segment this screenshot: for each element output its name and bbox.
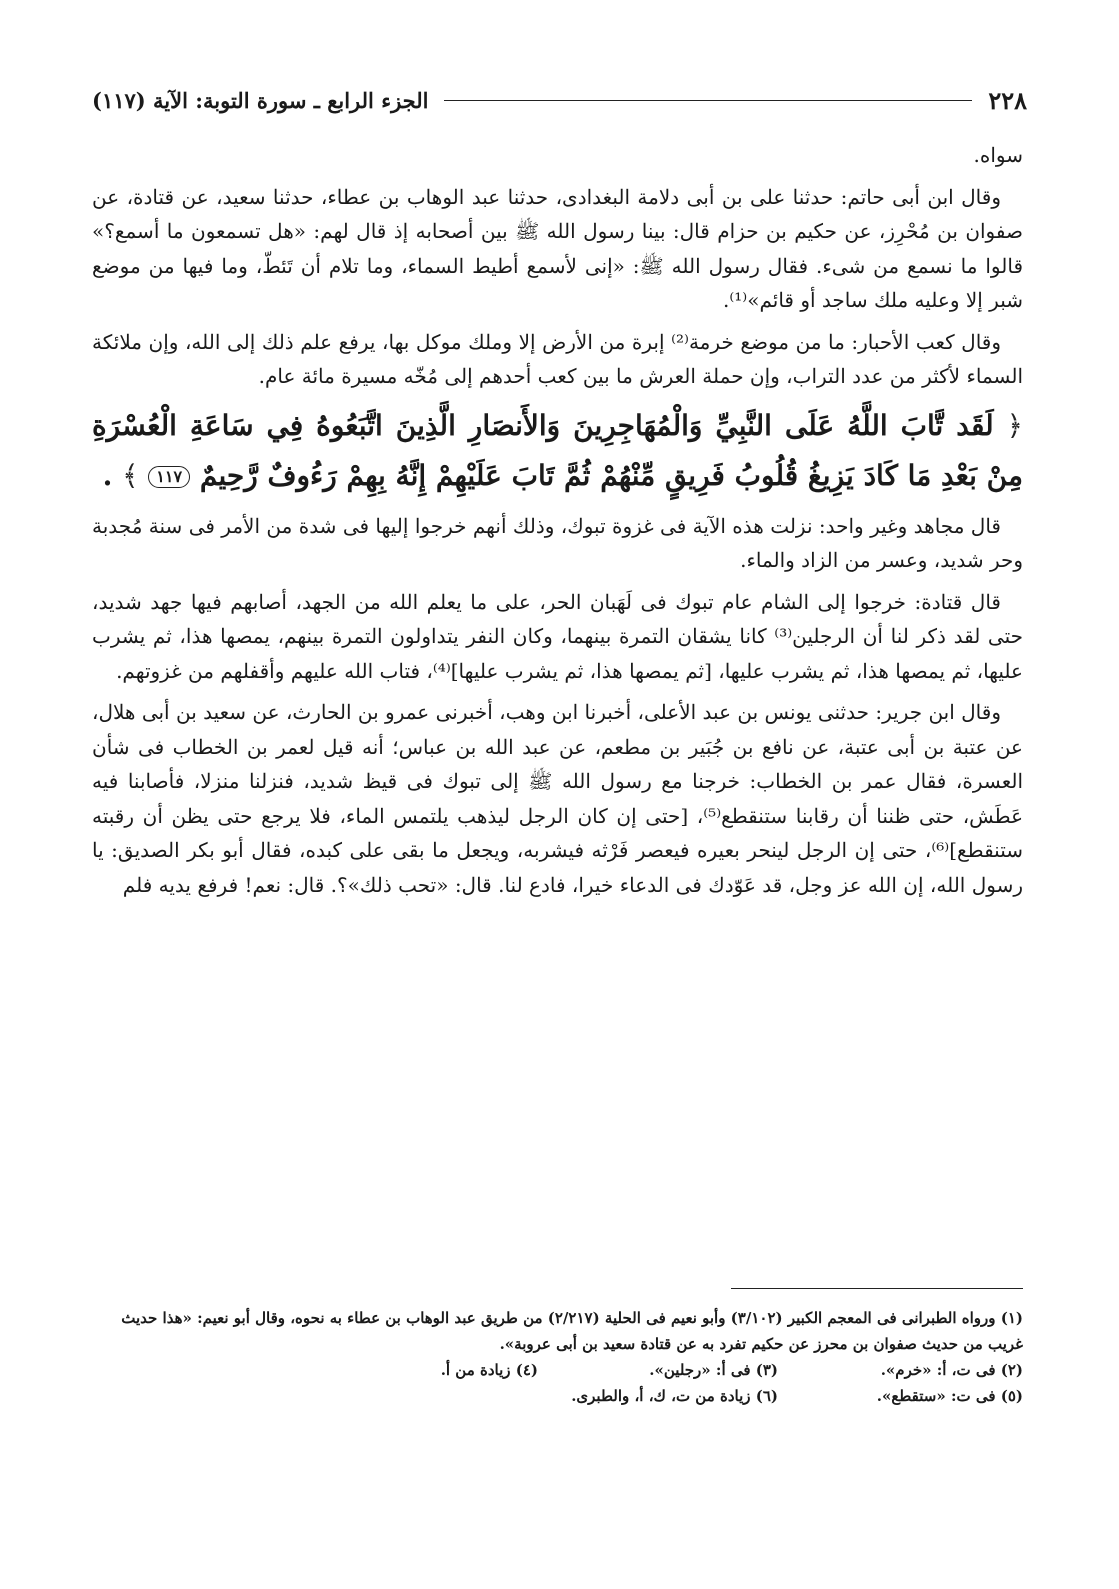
paragraph: وقال كعب الأحبار: ما من موضع خرمة⁽²⁾ إبرة من الأرض إلا وملك موكل بها، يرفع علم ذلك إلى الله، وإن ملائكة السماء لأكثر من عدد التراب، وإن حملة العرش ما بين كعب أحدهم إلى مُخّه مسيرة مائة عام. bbox=[92, 329, 1023, 388]
footnote-4: (٤) زيادة من أ. bbox=[440, 1361, 538, 1379]
paragraph: قال مجاهد وغير واحد: نزلت هذه الآية فى غزوة تبوك، وذلك أنهم خرجوا إليها فى شدة من الأمر فى سنة مُجدبة وحر شديد، وعسر من الزاد والماء. bbox=[92, 513, 1023, 572]
running-title: الجزء الرابع ـ سورة التوبة: الآية (١١٧) bbox=[92, 87, 429, 113]
verse-text: لَقَد تَّابَ اللَّهُ عَلَى النَّبِيِّ وَالْمُهَاجِرِينَ وَالأَنصَارِ الَّذِينَ اتَّبَعُوهُ فِي سَاعَةِ الْعُسْرَةِ مِنْ بَعْدِ مَا كَادَ يَزِيغُ قُلُوبُ فَرِيقٍ مِّنْهُمْ ثُمَّ تَابَ عَلَيْهِمْ إِنَّهُ بِهِمْ رَءُوفٌ رَّحِيمٌ bbox=[92, 408, 1023, 492]
page-number: ٢٢٨ bbox=[988, 85, 1027, 115]
footnote-5: (٥) فى ت: «ستقطع». bbox=[876, 1387, 1023, 1405]
quran-verse bbox=[92, 401, 1023, 501]
footnote-6: (٦) زيادة من ت، ك، أ، والطبرى. bbox=[571, 1387, 778, 1405]
paragraph: سواه. bbox=[973, 143, 1023, 167]
page-header bbox=[92, 82, 1027, 118]
paragraph: قال قتادة: خرجوا إلى الشام عام تبوك فى لَهَبان الحر، على ما يعلم الله من الجهد، أصابهم فيها جهد شديد، حتى لقد ذكر لنا أن الرجلين⁽³⁾ كانا يشقان التمرة بينهما، وكان النفر يتداولون التمرة بينهم، يمصها هذا، ثم يشرب عليها، ثم يمصها هذا، ثم يشرب عليها، [ثم يمصها هذا، ثم يشرب عليها]⁽⁴⁾، فتاب الله عليهم وأقفلهم من غزوتهم. bbox=[92, 589, 1024, 683]
ayah-number-marker: ١١٧ bbox=[148, 466, 190, 488]
paragraph: وقال ابن أبى حاتم: حدثنا على بن أبى دلامة البغدادى، حدثنا عبد الوهاب بن عطاء، حدثنا سعيد، عن قتادة، عن صفوان بن مُحْرِز، عن حكيم بن حزام قال: بينا رسول الله ﷺ بين أصحابه إذ قال لهم: «هل تسمعون ما أسمع؟» قالوا ما نسمع من شىء. فقال رسول الله ﷺ: «إنى لأسمع أطيط السماء، وما تلام أن تَئطّ، وما فيها من موضع شبر إلا وعليه ملك ساجد أو قائم»⁽¹⁾. bbox=[92, 184, 1023, 312]
footnote-row bbox=[92, 1383, 1023, 1409]
main-text bbox=[92, 138, 1023, 909]
footnote-row bbox=[92, 1357, 1023, 1383]
header-rule bbox=[444, 100, 972, 101]
footnote-3: (٣) فى أ: «رجلين». bbox=[649, 1361, 778, 1379]
footnotes bbox=[92, 1305, 1023, 1409]
footnote-1: (١) ورواه الطبرانى فى المعجم الكبير (٣/١٠٢) وأبو نعيم فى الحلية (٢/٢١٧) من طريق عبد الوهاب بن عطاء به نحوه، وقال أبو نعيم: «هذا حديث غريب من حديث صفوان بن محرز عن حكيم تفرد به عن قتادة سعيد بن أبى عروبة». bbox=[121, 1309, 1023, 1353]
verse-end-mark: . bbox=[102, 458, 113, 492]
paragraph: وقال ابن جرير: حدثنى يونس بن عبد الأعلى، أخبرنا ابن وهب، أخبرنى عمرو بن الحارث، عن سعيد بن أبى هلال، عن عتبة بن أبى عتبة، عن نافع بن جُبَير بن مطعم، عن عبد الله بن عباس؛ أنه قيل لعمر بن الخطاب فى شأن العسرة، فقال عمر بن الخطاب: خرجنا مع رسول الله ﷺ إلى تبوك فى قيظ شديد، فنزلنا منزلا، فأصابنا فيه عَطَش، حتى ظننا أن رقابنا ستنقطع⁽⁵⁾، [حتى إن كان الرجل ليذهب يلتمس الماء، فلا يرجع حتى يظن أن رقبته ستنقطع]⁽⁶⁾، حتى إن الرجل لينحر بعيره فيعصر فَرْثه فيشربه، ويجعل ما بقى على كبده، فقال أبو بكر الصديق: يا رسول الله، إن الله عز وجل، قد عَوّدك فى الدعاء خيرا، فادع لنا. قال: «تحب ذلك»؟. قال: نعم! فرفع يديه فلم bbox=[92, 700, 1024, 897]
footnote-2: (٢) فى ت، أ: «خرم». bbox=[880, 1361, 1023, 1379]
verse-open-bracket: ﴿ bbox=[1006, 408, 1023, 442]
footnote-separator bbox=[731, 1288, 1023, 1289]
verse-close-bracket: ﴾ bbox=[122, 458, 139, 492]
